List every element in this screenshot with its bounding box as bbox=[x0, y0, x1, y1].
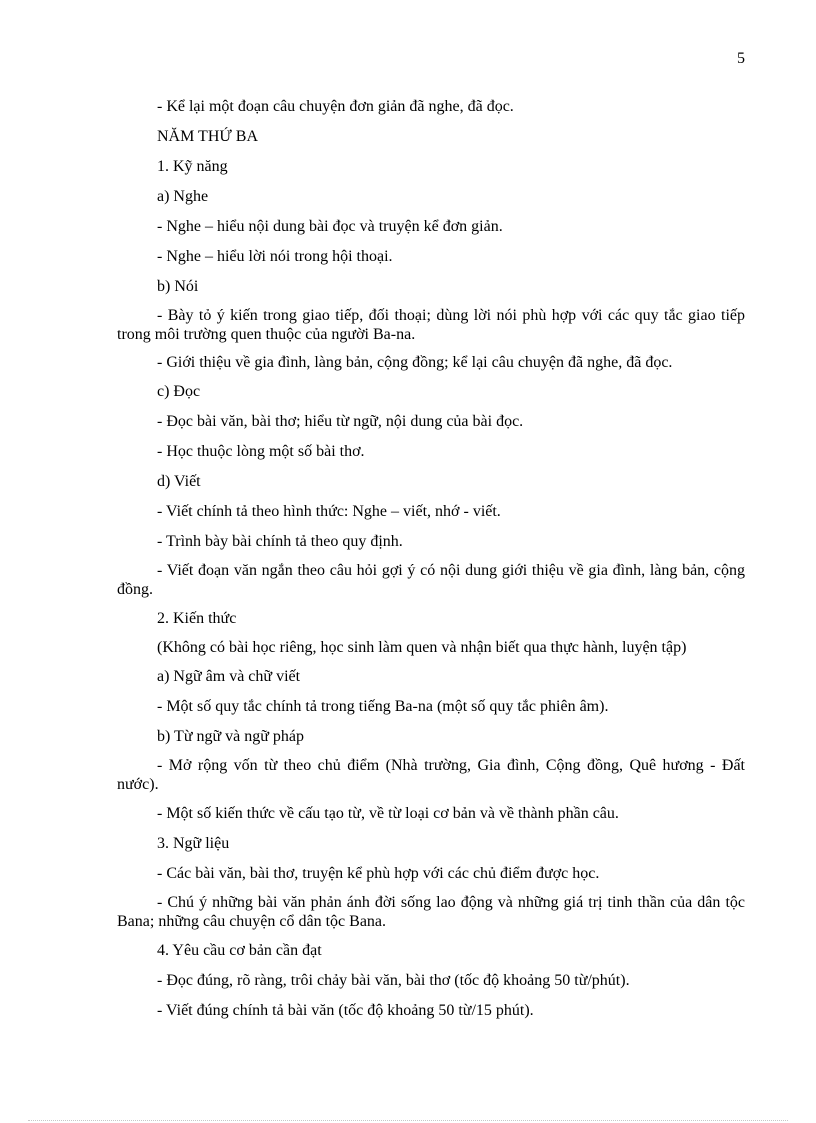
paragraph: - Đọc bài văn, bài thơ; hiểu từ ngữ, nội dung của bài đọc. bbox=[157, 413, 524, 430]
paragraph: - Nghe – hiểu lời nói trong hội thoại. bbox=[157, 248, 393, 265]
paragraph: - Các bài văn, bài thơ, truyện kể phù hợp với các chủ điểm được học. bbox=[157, 865, 600, 882]
item-heading: d) Viết bbox=[157, 473, 201, 490]
paragraph: - Giới thiệu về gia đình, làng bản, cộng đồng; kể lại câu chuyện đã nghe, đã đọc. bbox=[157, 354, 673, 371]
subsection-heading: 1. Kỹ năng bbox=[157, 158, 228, 175]
paragraph: - Một số kiến thức về cấu tạo từ, về từ loại cơ bản và về thành phần câu. bbox=[157, 805, 619, 822]
item-heading: a) Nghe bbox=[157, 188, 209, 205]
section-heading: NĂM THỨ BA bbox=[157, 128, 259, 145]
paragraph: - Trình bày bài chính tả theo quy định. bbox=[157, 533, 403, 550]
paragraph: - Viết chính tả theo hình thức: Nghe – viết, nhớ - viết. bbox=[157, 503, 501, 520]
document-body bbox=[117, 96, 745, 1030]
paragraph: - Đọc đúng, rõ ràng, trôi chảy bài văn, bài thơ (tốc độ khoảng 50 từ/phút). bbox=[157, 972, 630, 989]
paragraph: - Mở rộng vốn từ theo chủ điểm (Nhà trường, Gia đình, Cộng đồng, Quê hương - Đất nước). bbox=[117, 757, 745, 793]
paragraph: - Kể lại một đoạn câu chuyện đơn giản đã nghe, đã đọc. bbox=[157, 98, 514, 115]
subsection-heading: 4. Yêu cầu cơ bản cần đạt bbox=[157, 942, 322, 959]
subsection-heading: 2. Kiến thức bbox=[157, 610, 237, 627]
item-heading: b) Từ ngữ và ngữ pháp bbox=[157, 728, 305, 745]
paragraph: - Chú ý những bài văn phản ánh đời sống lao động và những giá trị tinh thần của dân tộc Bana; những câu chuyện cổ dân tộc Bana. bbox=[117, 894, 745, 930]
paragraph: - Bày tỏ ý kiến trong giao tiếp, đối thoại; dùng lời nói phù hợp với các quy tắc giao tiếp trong môi trường quen thuộc của người Ba-na. bbox=[117, 307, 745, 343]
paragraph: - Nghe – hiểu nội dung bài đọc và truyện kể đơn giản. bbox=[157, 218, 503, 235]
paragraph: - Học thuộc lòng một số bài thơ. bbox=[157, 443, 365, 460]
subsection-heading: 3. Ngữ liệu bbox=[157, 835, 230, 852]
paragraph: - Viết đoạn văn ngắn theo câu hỏi gợi ý có nội dung giới thiệu về gia đình, làng bản, cộng đồng. bbox=[117, 562, 745, 598]
paragraph: - Viết đúng chính tả bài văn (tốc độ khoảng 50 từ/15 phút). bbox=[157, 1002, 534, 1019]
page-bottom-divider bbox=[28, 1120, 788, 1121]
paragraph: - Một số quy tắc chính tả trong tiếng Ba-na (một số quy tắc phiên âm). bbox=[157, 698, 609, 715]
item-heading: a) Ngữ âm và chữ viết bbox=[157, 668, 301, 685]
item-heading: c) Đọc bbox=[157, 383, 201, 400]
page-number: 5 bbox=[737, 50, 745, 67]
item-heading: b) Nói bbox=[157, 278, 199, 295]
paragraph: (Không có bài học riêng, học sinh làm quen và nhận biết qua thực hành, luyện tập) bbox=[157, 639, 687, 656]
